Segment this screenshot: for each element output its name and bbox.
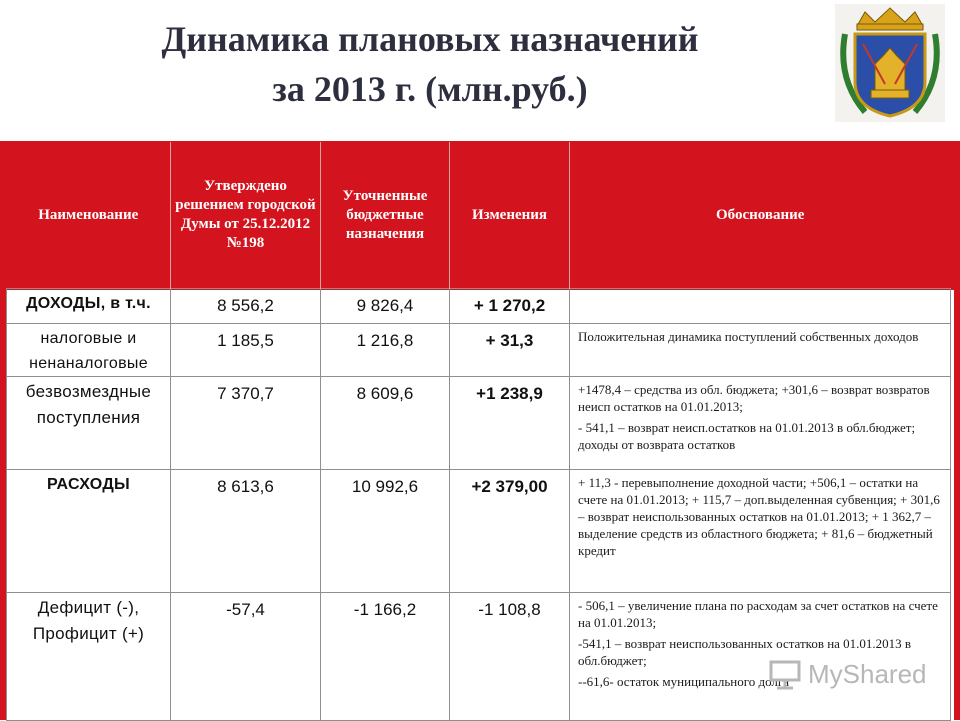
row-name: налоговые и ненаналоговые — [29, 330, 148, 372]
title-line-1: Динамика плановых назначений — [161, 19, 699, 59]
row-approved: 8 613,6 — [217, 477, 274, 496]
presentation-icon — [768, 657, 802, 691]
row-approved: 1 185,5 — [217, 331, 274, 350]
row-name: Дефицит (-), Профицит (+) — [32, 598, 145, 643]
row-refined: 1 216,8 — [356, 331, 414, 350]
reason-line: -541,1 – возврат неиспользованных остатков на 01.01.2013 в обл.бюджет; — [578, 636, 912, 668]
reason-line: - 506,1 – увеличение плана по расходам за счет остатков на счете на 01.01.2013; — [578, 598, 938, 630]
row-change: + 31,3 — [485, 331, 534, 350]
reason-line: +1478,4 – средства из обл. бюджета; +301,6 – возврат возвратов неисп остатков на 01.01.2013; — [578, 382, 930, 414]
row-approved: 7 370,7 — [217, 384, 274, 403]
table-row — [7, 470, 951, 593]
title-line-2: за 2013 г. (млн.руб.) — [272, 69, 588, 109]
table-header-row — [7, 142, 951, 289]
right-edge-bar — [954, 290, 960, 720]
row-change: -1 108,8 — [478, 600, 541, 619]
budget-slide — [0, 141, 960, 720]
row-name: безвозмездные поступления — [25, 382, 152, 427]
row-refined: 10 992,6 — [351, 477, 419, 496]
header-refined: Уточненные бюджетные назначения — [321, 142, 450, 289]
table-row — [7, 289, 951, 324]
header-change: Изменения — [450, 142, 570, 289]
reason-line: Положительная динамика поступлений собственных доходов — [578, 329, 919, 344]
row-approved: 8 556,2 — [217, 296, 274, 315]
row-change: +1 238,9 — [476, 384, 543, 403]
reason-line: - 541,1 – возврат неисп.остатков на 01.01.2013 в обл.бюджет; доходы от возврата остатков — [578, 420, 916, 452]
row-reason — [570, 377, 950, 459]
row-change: + 1 270,2 — [473, 296, 546, 315]
reason-line: + 11,3 - перевыполнение доходной части; +506,1 – остатки на счете на 01.01.2013; + 115,7 – доп.выделенная субвенция; + 301,6 – возврат неиспользованных остатков на 01.01.2013; + 1 362,7 – выделение средств из областного бюджета; + 81,6 – бюджетный кредит — [578, 475, 940, 558]
row-reason — [570, 289, 950, 295]
header-reason: Обоснование — [716, 206, 805, 223]
row-name: ДОХОДЫ, в т.ч. — [26, 295, 151, 312]
row-refined: -1 166,2 — [353, 600, 417, 619]
coat-of-arms-icon — [835, 4, 945, 122]
slide-title — [90, 14, 770, 114]
row-approved: -57,4 — [226, 600, 265, 619]
row-refined: 8 609,6 — [356, 384, 414, 403]
budget-table — [6, 142, 951, 721]
row-change: +2 379,00 — [471, 477, 548, 496]
table-row — [7, 377, 951, 470]
row-reason — [570, 324, 950, 351]
reason-line: --61,6- остаток муниципального долга — [578, 674, 789, 689]
header-approved: Утверждено решением городской Думы от 25.12.2012 №198 — [171, 142, 321, 289]
watermark-text: MyShared — [808, 658, 927, 689]
row-name: РАСХОДЫ — [46, 476, 131, 493]
row-refined: 9 826,4 — [356, 296, 414, 315]
watermark — [768, 656, 927, 692]
table-row — [7, 324, 951, 377]
header-name: Наименование — [7, 142, 171, 289]
row-reason — [570, 470, 950, 565]
